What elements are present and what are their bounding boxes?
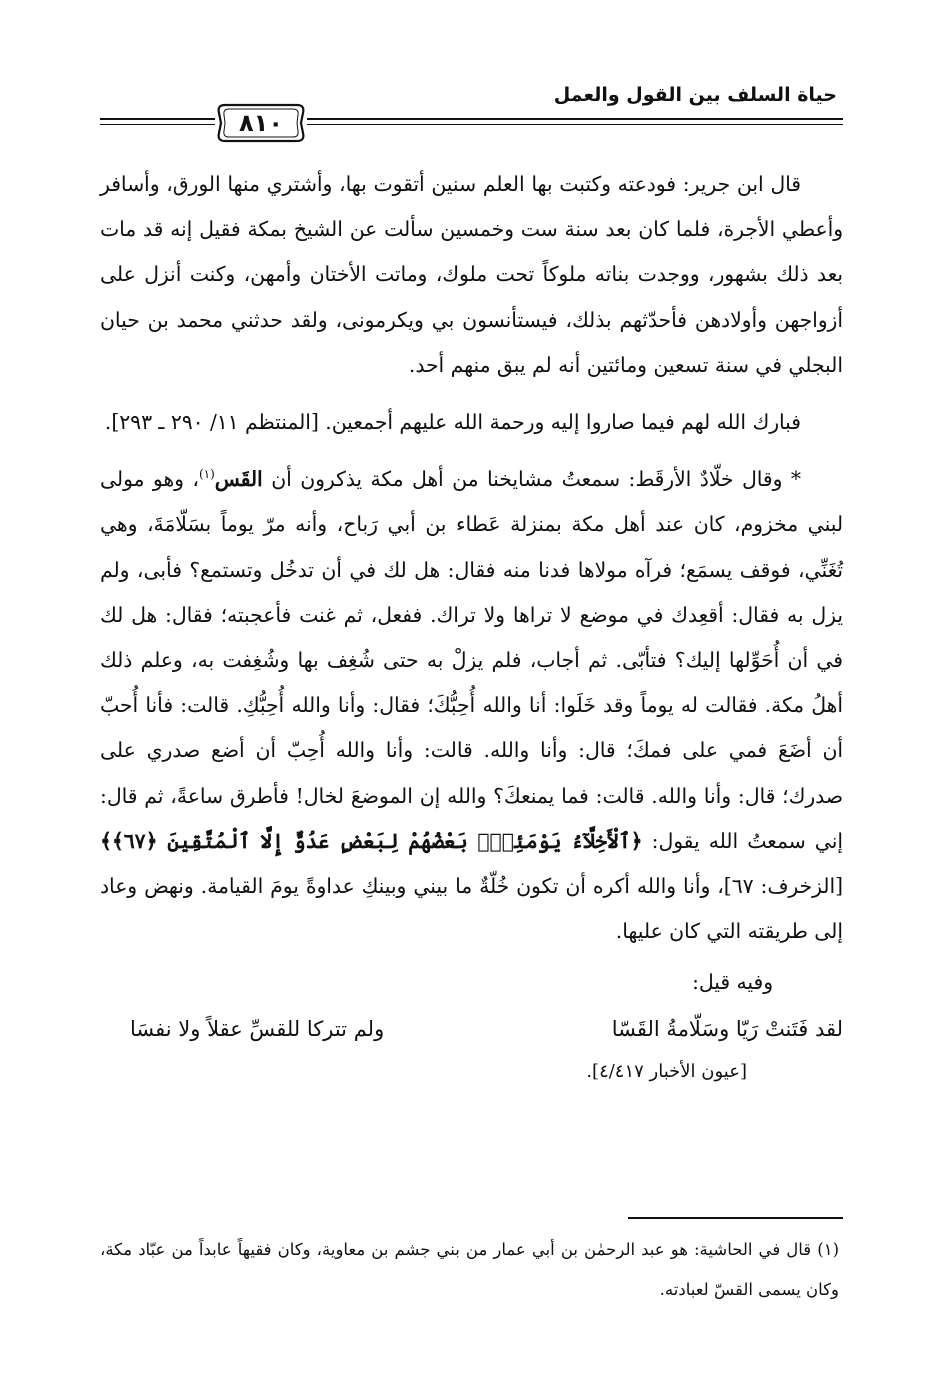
story-ending: [الزخرف: ٦٧]، وأنا والله أكره أن تكون خُلّةٌ ما بيني وبينكِ عداوةً يومَ القيامة. ونهض وعاد إلى طريقته التي كان عليها. xyxy=(100,874,843,944)
paragraph-blessing-citation: فبارك الله لهم فيما صاروا إليه ورحمة الله عليهم أجمعين. [المنتظم ١١/ ٢٩٠ ـ ٢٩٣]. xyxy=(104,410,801,435)
paragraph-khallad-story xyxy=(100,457,843,954)
footnote-ref: (١) xyxy=(198,467,215,482)
poem-intro: وفيه قيل: xyxy=(692,970,773,995)
poem-verse xyxy=(100,1006,843,1052)
verse-second-hemistich: ولم تتركا للقسِّ عقلاً ولا نفسَا xyxy=(130,1016,385,1041)
header-rule-left-thin xyxy=(100,124,215,125)
star-marker: * xyxy=(790,467,801,492)
story-opening: وقال خلّادٌ الأرقَط: سمعتُ مشايخنا من أهل مكة يذكرون أن xyxy=(262,467,791,492)
main-text xyxy=(100,162,843,1104)
story-body: ، وهو مولى لبني مخزوم، كان عند أهل مكة بمنزلة عَطاء بن أبي رَباح، وأنه مرّ يوماً بسَلّامَةَ، وهي تُغَنِّي، فوقف يسمَع؛ فرآه مولاها فدنا منه فقال: هل لك في أن تدخُل وتستمع؟ فأبى، ولم يزل به فقال: أقعِدك في موضع لا تراها ولا تراك. ففعل، ثم غنت فأعجبته؛ فقال: هل لك في أن أُحَوِّلها إليك؟ فتأبّى. ثم أجاب، فلم يزلْ به حتى شُغِف بها وشُغِفت به، وعلم ذلك أهلُ مكة. فقالت له يوماً وقد خَلَوا: أنا والله أُحِبُّكَ؛ فقال: وأنا والله أُحِبُّكِ. قالت: فأنا أُحبّ أن أضَعَ فمي على فمكَ؛ قال: وأنا والله. قالت: وأنا والله أُحِبّ أن أضع صدري على صدرك؛ قال: وأنا والله. قالت: فما يمنعكَ؟ والله إن الموضعَ لخال! فأطرق ساعةً، ثم قال: إني سمعتُ الله يقول: xyxy=(100,467,843,853)
poem-source-citation: [عيون الأخبار ٤/٤١٧]. xyxy=(586,1060,747,1082)
running-head-title: حياة السلف بين القول والعمل xyxy=(553,84,837,106)
page-number-box xyxy=(215,101,307,145)
quran-verse: ﴿ٱلْأَخِلَّآءُ يَوْمَئِذٍۭ بَعْضُهُمْ لِبَعْضٍ عَدُوٌّ إِلَّا ٱلْمُتَّقِينَ ﴿٦٧﴾﴾ xyxy=(100,828,643,853)
footnote-separator xyxy=(628,1217,843,1219)
header-rule-right xyxy=(307,118,843,120)
header-rule-left xyxy=(100,118,215,120)
page-number: ٨١٠ xyxy=(239,109,283,137)
verse-first-hemistich: لقد فَتَنتْ رَيّا وسَلّامةُ القَسّا xyxy=(611,1016,843,1041)
header-rule-right-thin xyxy=(307,124,843,125)
footnotes xyxy=(100,1230,843,1310)
paragraph-ibn-jarir: قال ابن جرير: فودعته وكتبت بها العلم سنين أتقوت بها، وأشتري منها الورق، وأسافر وأعطي الأجرة، فلما كان بعد سنة ست وخمسين سألت عن الشيخ بمكة فقيل إنه قد مات بعد ذلك بشهور، ووجدت بناته ملوكاً تحت ملوك، وماتت الأختان وأمهن، وكنت أنزل على أزواجهن وأولادهن فأحدّثهم بذلك، فيستأنسون بي ويكرمونى، ولقد حدثني محمد بن حيان البجلي في سنة تسعين ومائتين أنه لم يبق منهم أحد. xyxy=(100,172,843,377)
footnote-1: (١) قال في الحاشية: هو عبد الرحمٰن بن أبي عمار من بني جشم بن معاوية، وكان فقيهاً عابداً من عبّاد مكة، وكان يسمى القسّ لعبادته. xyxy=(100,1240,839,1299)
term-qass: القَس xyxy=(214,467,263,492)
